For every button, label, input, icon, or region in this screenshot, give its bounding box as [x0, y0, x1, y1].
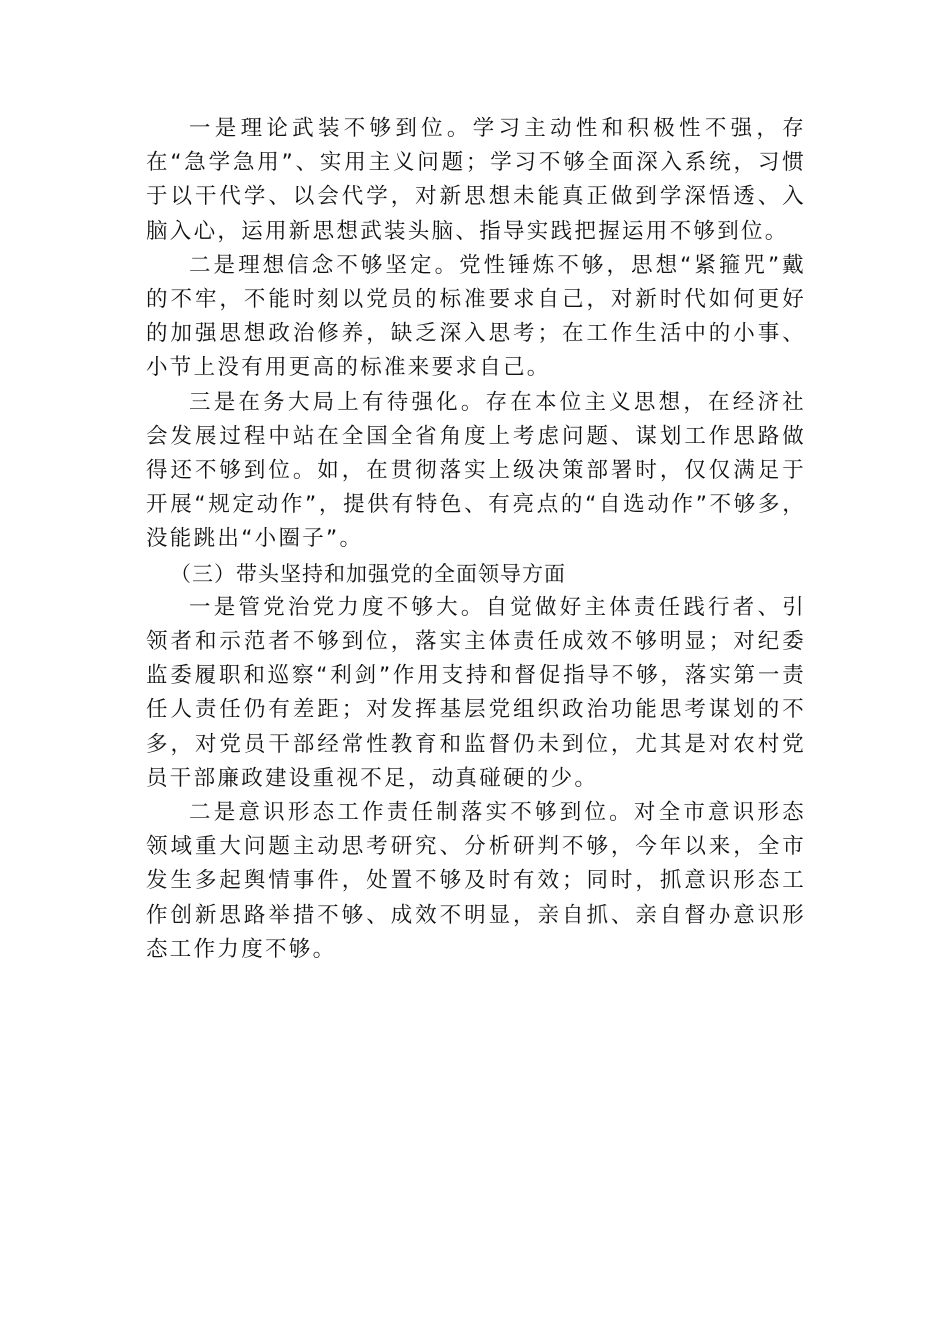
paragraph-overall-situation: 三是在务大局上有待强化。存在本位主义思想，在经济社会发展过程中站在全国全省角度上考虑问题、谋划工作思路做得还不够到位。如，在贯彻落实上级决策部署时，仅仅满足于开展“规定动作”，提供有特色、有亮点的“自选动作”不够多，没能跳出“小圈子”。 [146, 389, 806, 552]
document-page [146, 112, 806, 967]
paragraph-ideology-work: 二是意识形态工作责任制落实不够到位。对全市意识形态领域重大问题主动思考研究、分析研判不够，今年以来，全市发生多起舆情事件，处置不够及时有效；同时，抓意识形态工作创新思路举措不够、成效不明显，亲自抓、亲自督办意识形态工作力度不够。 [146, 800, 806, 962]
paragraph-party-governance: 一是管党治党力度不够大。自觉做好主体责任践行者、引领者和示范者不够到位，落实主体责任成效不够明显；对纪委监委履职和巡察“利剑”作用支持和督促指导不够，落实第一责任人责任仍有差距；对发挥基层党组织政治功能思考谋划的不多，对党员干部经常性教育和监督仍未到位，尤其是对农村党员干部廉政建设重视不足，动真碰硬的少。 [146, 594, 806, 791]
paragraph-theory: 一是理论武装不够到位。学习主动性和积极性不强，存在“急学急用”、实用主义问题；学习不够全面深入系统，习惯于以干代学、以会代学，对新思想未能真正做到学深悟透、入脑入心，运用新思想武装头脑、指导实践把握运用不够到位。 [146, 116, 806, 244]
paragraph-belief: 二是理想信念不够坚定。党性锤炼不够，思想“紧箍咒”戴的不牢，不能时刻以党员的标准要求自己，对新时代如何更好的加强思想政治修养，缺乏深入思考；在工作生活中的小事、小节上没有用更高的标准来要求自己。 [146, 252, 806, 381]
section-heading: （三）带头坚持和加强党的全面领导方面 [170, 561, 566, 586]
